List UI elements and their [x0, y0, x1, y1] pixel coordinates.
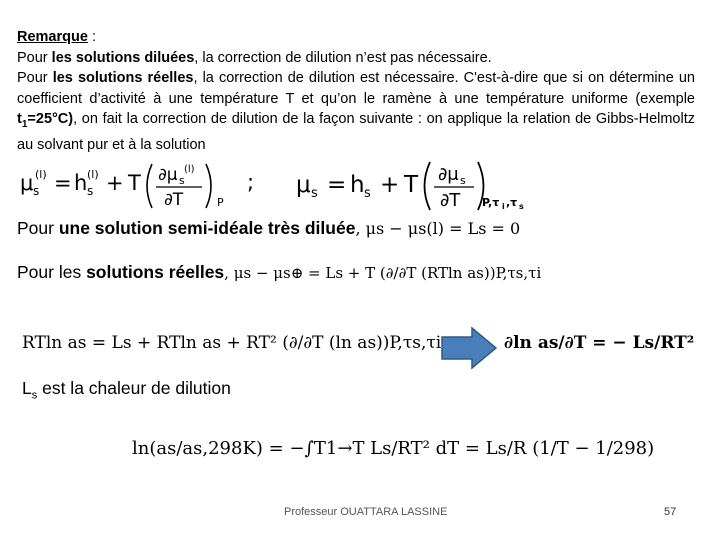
remark-title: Remarque [17, 29, 88, 45]
real-solutions-line [17, 262, 541, 283]
line1-prefix: Pour [17, 49, 52, 66]
footer-author: Professeur OUATTARA LASSINE [284, 506, 448, 518]
svg-text:(l): (l) [184, 164, 195, 175]
t1-value: =25°C) [27, 111, 74, 127]
svg-text:=: = [327, 172, 347, 198]
svg-text:s: s [364, 186, 371, 201]
svg-text:P,τ: P,τ [482, 196, 500, 209]
semi-ideal-line [17, 218, 520, 239]
svg-text:s: s [311, 186, 318, 201]
svg-text:(l): (l) [87, 168, 99, 181]
semi-equation: , μs − μs(l) = Ls = 0 [355, 219, 521, 238]
t1-label: t [17, 111, 22, 127]
line1-bold: les solutions diluées [51, 49, 195, 66]
svg-text:+: + [380, 172, 400, 198]
svg-text:;: ; [247, 170, 255, 194]
remark-title-suffix: : [87, 29, 96, 45]
semi-prefix: Pour [17, 218, 59, 238]
dln-result-equation: ∂ln as/∂T = − Ls/RT² [504, 333, 695, 353]
svg-text:h: h [350, 172, 365, 198]
svg-text:∂μ: ∂μ [438, 164, 459, 185]
svg-text:h: h [74, 171, 88, 195]
svg-text:T: T [128, 171, 141, 195]
svg-text:P: P [217, 196, 224, 209]
ls-text: est la chaleur de dilution [37, 378, 231, 398]
right-arrow-icon [440, 326, 498, 370]
real-equation: , μs − μs⊕ = Ls + T (∂/∂T (RTln as))P,τs,τi [224, 264, 542, 282]
remark-paragraph [17, 27, 695, 156]
ls-subscript: s [31, 389, 38, 402]
real-prefix: Pour les [17, 262, 87, 282]
svg-text:+: + [106, 171, 124, 195]
line2-rest: , la correction de dilution est nécessaire. C'est-à-dire que si on détermine un coefficient d’activité à une température T et qu’on le ramène à une température uniforme (exemple [17, 70, 695, 107]
real-bold: solutions réelles [86, 262, 225, 282]
svg-text:s: s [179, 174, 185, 187]
svg-text:s: s [87, 184, 94, 198]
integrated-equation: ln(as/as,298K) = −∫T1→T Ls/RT² dT = Ls/R (1/T − 1/298) [132, 438, 655, 459]
svg-text:∂T: ∂T [164, 190, 184, 210]
svg-text:(l): (l) [35, 168, 47, 181]
svg-text:∂T: ∂T [440, 190, 461, 211]
line2-bold: les solutions réelles [52, 70, 194, 86]
svg-text:s: s [460, 174, 466, 187]
svg-text:T: T [404, 172, 419, 198]
page-number: 57 [664, 506, 677, 518]
svg-text:i: i [502, 202, 505, 211]
semi-bold: une solution semi-idéale très diluée [58, 218, 356, 238]
t1-sub: 1 [21, 118, 28, 130]
line1-rest: , la correction de dilution n’est pas nécessaire. [194, 49, 492, 66]
svg-text:=: = [54, 171, 72, 195]
gibbs-helmholtz-equations [14, 156, 534, 214]
line2-prefix: Pour [17, 70, 53, 86]
line2-end: , on fait la correction de dilution de la façon suivante : on applique la relation de Gibbs-Helmoltz au solvant pur et à la solution [17, 111, 695, 154]
rtln-equation: RTln as = Ls + RTln as + RT² (∂/∂T (ln as))P,τs,τi [22, 333, 442, 353]
svg-text:∂μ: ∂μ [158, 165, 178, 185]
svg-text:μ: μ [20, 171, 34, 195]
svg-text:s: s [33, 184, 40, 198]
svg-text:,τ: ,τ [506, 196, 518, 209]
svg-text:μ: μ [296, 172, 311, 198]
svg-text:s: s [519, 202, 524, 211]
ls-symbol: L [22, 378, 32, 398]
ls-definition [22, 378, 231, 402]
